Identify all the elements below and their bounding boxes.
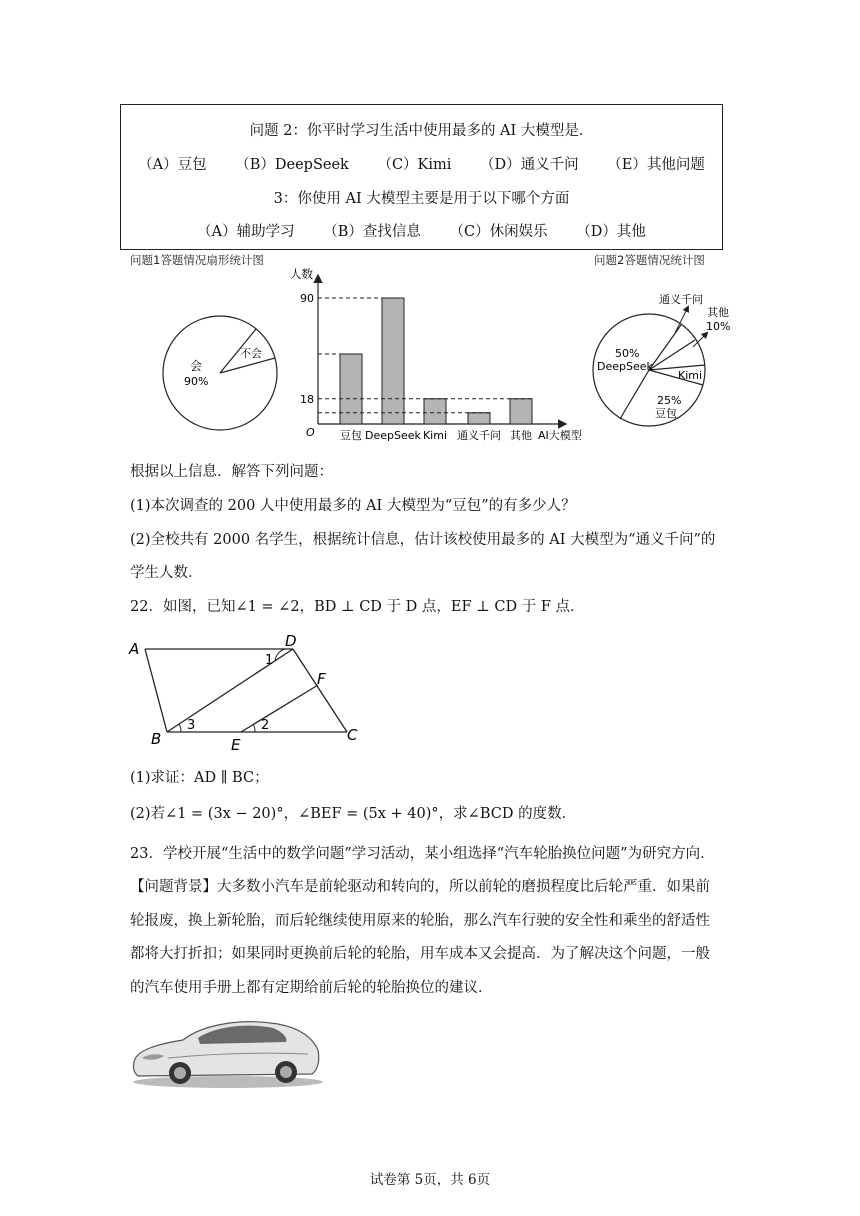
problem-22-part-2: (2)若∠1 = (3x − 20)°，∠BEF = (5x + 40)°，求∠BCD 的度数． [130,806,577,822]
angle-2-label: 2 [261,718,270,733]
car-front-rim [174,1067,186,1079]
bar-category-label: DeepSeek [365,429,421,442]
pie2-label-doubao: 豆包 [655,407,677,420]
point-e-label: E [231,736,241,754]
pie1-title: 问题1答题情况扇形统计图 [130,253,264,267]
pie2-arrow-tongyi [675,307,688,333]
bar-x-axis-label: AI大模型 [538,429,582,442]
option-b: （B）查找信息 [323,224,421,240]
bar-1 [382,298,404,424]
option-a: （A）辅助学习 [197,224,295,240]
bar-group [300,292,532,442]
segment-bd [167,649,293,732]
pie2-label-kimi: Kimi [678,369,703,382]
pie1-label-hui: 会 [190,359,203,373]
pie2-label-doubao-percent: 25% [657,394,682,407]
pie2-label-deepseek-percent: 50% [615,347,640,360]
point-d-label: D [285,632,297,650]
bar-chart-q2 [280,262,600,452]
pie2-label-qita-percent: 10% [706,320,731,333]
segment-dc [293,649,347,732]
angle-1-label: 1 [265,653,274,668]
intro-text: 根据以上信息．解答下列问题： [130,464,333,480]
option-d: （D）通义千问 [480,157,579,173]
question-2-text: 问题 2：你平时学习生活中使用最多的 AI 大模型是． [249,123,594,139]
bar-category-label: 通义千问 [457,429,501,442]
question-2-options [121,153,722,174]
pie2-divider-4 [620,370,649,419]
segment-ab [145,649,167,732]
angle-2-arc [253,724,255,732]
option-c: （C）休闲娱乐 [449,224,548,240]
angle-3-arc [179,724,181,732]
pie1-label-hui-percent: 90% [184,375,209,388]
background-line-4: 的汽车使用手册上都有定期给前后轮的轮胎换位的建议． [130,980,493,996]
bar-3 [468,413,490,424]
pie-chart-q1 [150,300,290,440]
car-image [128,1010,323,1090]
background-line-1: 【问题背景】大多数小汽车是前轮驱动和转向的，所以前轮的磨损程度比后轮严重．如果前 [130,879,710,895]
question-1: (1)本次调查的 200 人中使用最多的 AI 大模型为“豆包”的有多少人？ [130,498,576,514]
pie2-label-tongyi: 通义千问 [659,293,703,306]
bar-category-label: 其他 [510,429,532,442]
question-2-line-2: 学生人数． [130,565,203,581]
point-c-label: C [347,726,358,744]
pie2-arrow-qita [693,333,707,347]
problem-22-part-1: (1)求证：AD ∥ BC； [130,770,269,786]
pie2-divider-2 [649,340,695,370]
question-box [120,104,723,250]
pie-chart-q2 [585,285,735,435]
background-line-3: 都将大打折扣；如果同时更换前后轮的轮胎，用车成本又会提高．为了解决这个问题，一般 [130,946,710,962]
pie1-divider-2 [220,358,275,373]
y-tick-label: 18 [300,392,314,406]
problem-23: 23．学校开展“生活中的数学问题”学习活动，某小组选择“汽车轮胎换位问题”为研究方向． [130,846,715,862]
point-f-label: F [317,670,326,688]
pie2-title: 问题2答题情况统计图 [594,253,705,267]
pie2-label-deepseek: DeepSeek [597,360,653,373]
segment-ef [241,685,318,732]
option-d: （D）其他 [576,224,646,240]
point-b-label: B [151,730,162,748]
y-tick-label: 90 [300,292,314,305]
problem-22: 22．如图，已知∠1 = ∠2，BD ⊥ CD 于 D 点，EF ⊥ CD 于 F 点． [130,599,585,615]
pie2-divider-1 [649,325,681,370]
bar-0 [340,354,362,424]
angle-3-label: 3 [187,718,196,733]
page-footer: 试卷第 5页，共 6页 [369,1172,491,1188]
bar-origin-label: O [306,426,315,439]
bar-y-axis-label: 人数 [290,267,313,281]
question-3-text: 3：你使用 AI 大模型主要是用于以下哪个方面 [273,191,570,207]
point-a-label: A [129,640,140,658]
bar-2 [424,399,446,424]
bar-category-label: Kimi [422,429,448,442]
pie2-label-qita: 其他 [707,306,729,319]
car-rear-rim [280,1066,292,1078]
option-e: （E）其他问题 [607,157,705,173]
option-b: （B）DeepSeek [235,157,349,173]
pie1-label-buhui: 不会 [240,347,262,360]
question-3-options [121,220,722,241]
option-a: （A）豆包 [138,157,207,173]
geometry-figure [125,630,375,755]
option-c: （C）Kimi [377,157,452,173]
background-line-2: 轮报废，换上新轮胎，而后轮继续使用原来的轮胎，那么汽车行驶的安全性和乘坐的舒适性 [130,913,710,929]
question-2-line-1: (2)全校共有 2000 名学生，根据统计信息，估计该校使用最多的 AI 大模型为“通义千问”的 [130,532,716,548]
bar-category-label: 豆包 [340,429,362,442]
bar-4 [510,399,532,424]
